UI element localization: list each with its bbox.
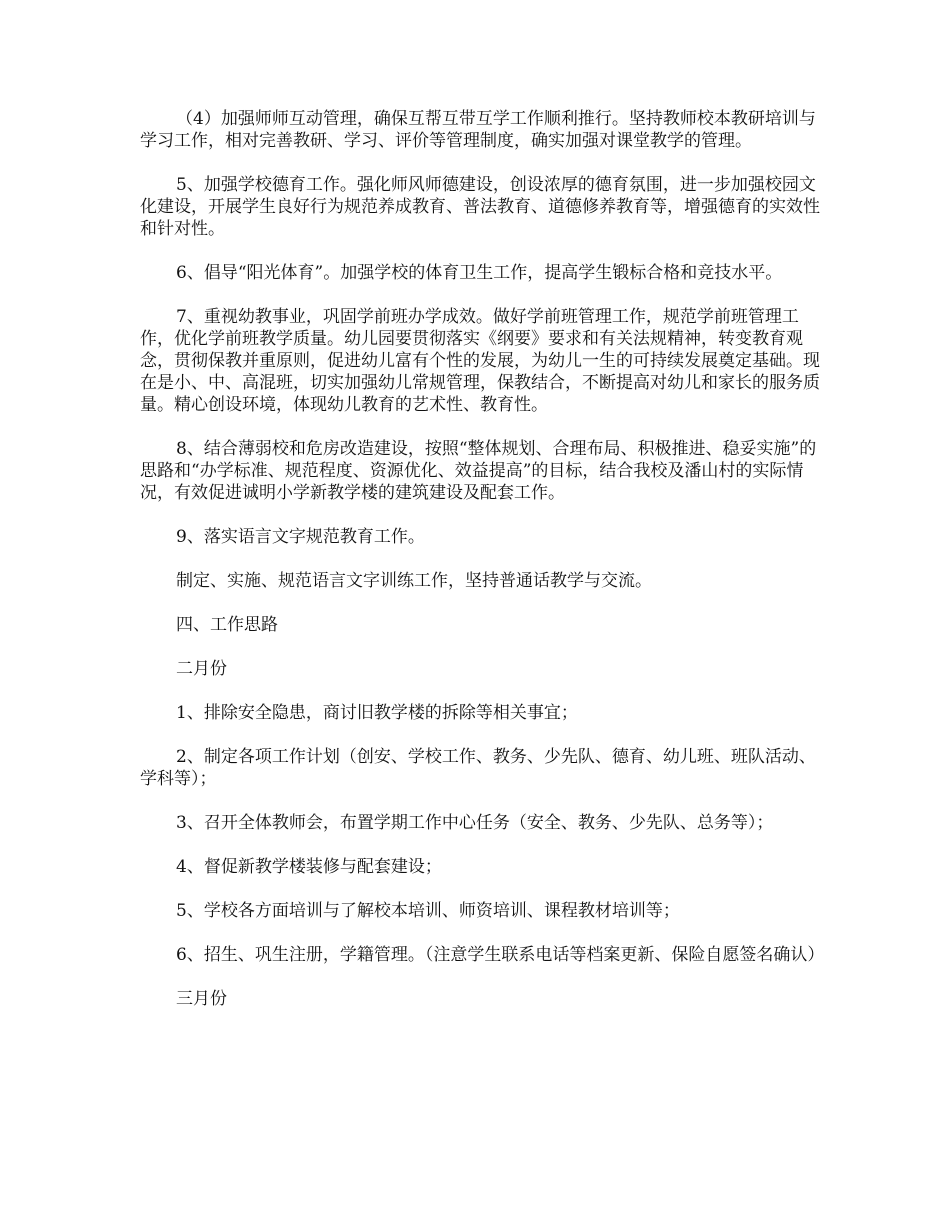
month-heading-february: 二月份 bbox=[176, 659, 227, 679]
paragraph-teacher-interaction: （4）加强师师互动管理，确保互帮互带互学工作顺利推行。坚持教师校本教研培训与学习工作，相对完善教研、学习、评价等管理制度，确实加强对课堂教学的管理。 bbox=[140, 109, 816, 151]
paragraph-building-construction: 8、结合薄弱校和危房改造建设，按照“整体规划、合理布局、积极推进、稳妥实施”的思路和“办学标准、规范程度、资源优化、效益提高”的目标，结合我校及潘山村的实际情况，有效促进诚明小学新教学楼的建筑建设及配套工作。 bbox=[140, 439, 817, 503]
paragraph-preschool: 7、重视幼教事业，巩固学前班办学成效。做好学前班管理工作，规范学前班管理工作，优化学前班教学质量。幼儿园要贯彻落实《纲要》要求和有关法规精神，转变教育观念，贯彻保教并重原则，促进幼儿富有个性的发展，为幼儿一生的可持续发展奠定基础。现在是小、中、高混班，切实加强幼儿常规管理，保教结合，不断提高对幼儿和家长的服务质量。精心创设环境，体现幼儿教育的艺术性、教育性。 bbox=[140, 307, 820, 415]
list-item: 4、督促新教学楼装修与配套建设； bbox=[176, 857, 442, 877]
section-heading-work-ideas: 四、工作思路 bbox=[176, 615, 278, 635]
paragraph-sunshine-sports: 6、倡导“阳光体育”。加强学校的体育卫生工作，提高学生锻标合格和竞技水平。 bbox=[176, 263, 783, 283]
document-body bbox=[140, 108, 830, 1032]
list-item: 2、制定各项工作计划（创安、学校工作、教务、少先队、德育、幼儿班、班队活动、学科等）； bbox=[140, 747, 816, 789]
list-item: 3、召开全体教师会，布置学期工作中心任务（安全、教务、少先队、总务等）； bbox=[176, 813, 774, 833]
list-item: 1、排除安全隐患，商讨旧教学楼的拆除等相关事宜； bbox=[176, 703, 578, 723]
month-heading-march: 三月份 bbox=[176, 989, 227, 1009]
paragraph-moral-education: 5、加强学校德育工作。强化师风师德建设，创设浓厚的德育氛围，进一步加强校园文化建设，开展学生良好行为规范养成教育、普法教育、道德修养教育等，增强德育的实效性和针对性。 bbox=[140, 175, 820, 239]
paragraph-language-standard: 9、落实语言文字规范教育工作。 bbox=[176, 527, 425, 547]
paragraph-language-training: 制定、实施、规范语言文字训练工作，坚持普通话教学与交流。 bbox=[176, 571, 652, 591]
list-item: 6、招生、巩生注册，学籍管理。（注意学生联系电话等档案更新、保险自愿签名确认） bbox=[176, 945, 825, 965]
list-item: 5、学校各方面培训与了解校本培训、师资培训、课程教材培训等； bbox=[176, 901, 680, 921]
